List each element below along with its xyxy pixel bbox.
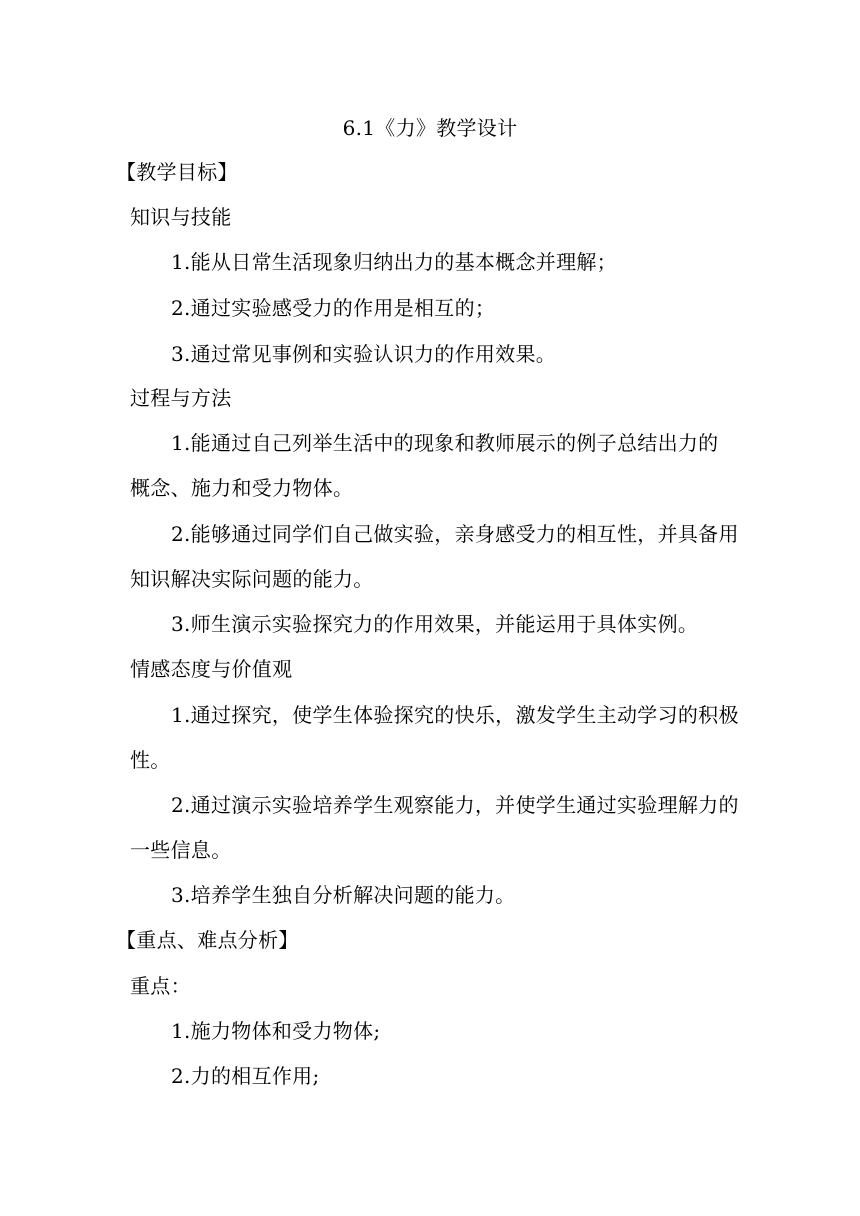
knowledge-item-2: 2.通过实验感受力的作用是相互的；: [171, 296, 496, 320]
subheading-emotion-values: 情感态度与价值观: [130, 657, 293, 681]
process-item-1-line-1: 1.能通过自己列举生活中的现象和教师展示的例子总结出力的: [171, 431, 719, 455]
subheading-knowledge-skills: 知识与技能: [130, 205, 232, 229]
focus-item-2: 2.力的相互作用;: [171, 1064, 320, 1088]
process-item-2-line-2: 知识解决实际问题的能力。: [130, 567, 374, 591]
section-heading-keypoints: 【重点、难点分析】: [116, 928, 299, 952]
subheading-focus: 重点：: [130, 974, 191, 998]
process-item-1-line-2: 概念、施力和受力物体。: [130, 476, 354, 500]
emotion-item-2-line-2: 一些信息。: [130, 838, 232, 862]
subheading-process-methods: 过程与方法: [130, 386, 232, 410]
focus-item-1: 1.施力物体和受力物体;: [171, 1019, 381, 1043]
section-heading-objectives: 【教学目标】: [116, 160, 238, 184]
emotion-item-1-line-1: 1.通过探究，使学生体验探究的快乐，激发学生主动学习的积极: [171, 703, 739, 727]
emotion-item-3-line-1: 3.培养学生独自分析解决问题的能力。: [171, 883, 516, 907]
process-item-3-line-1: 3.师生演示实验探究力的作用效果，并能运用于具体实例。: [171, 612, 699, 636]
document-title: 6.1《力》教学设计: [342, 116, 518, 140]
knowledge-item-1: 1.能从日常生活现象归纳出力的基本概念并理解；: [171, 250, 617, 274]
emotion-item-2-line-1: 2.通过演示实验培养学生观察能力，并使学生通过实验理解力的: [171, 793, 739, 817]
emotion-item-1-line-2: 性。: [130, 748, 171, 772]
process-item-2-line-1: 2.能够通过同学们自己做实验，亲身感受力的相互性，并具备用: [171, 522, 739, 546]
knowledge-item-3: 3.通过常见事例和实验认识力的作用效果。: [171, 342, 557, 366]
